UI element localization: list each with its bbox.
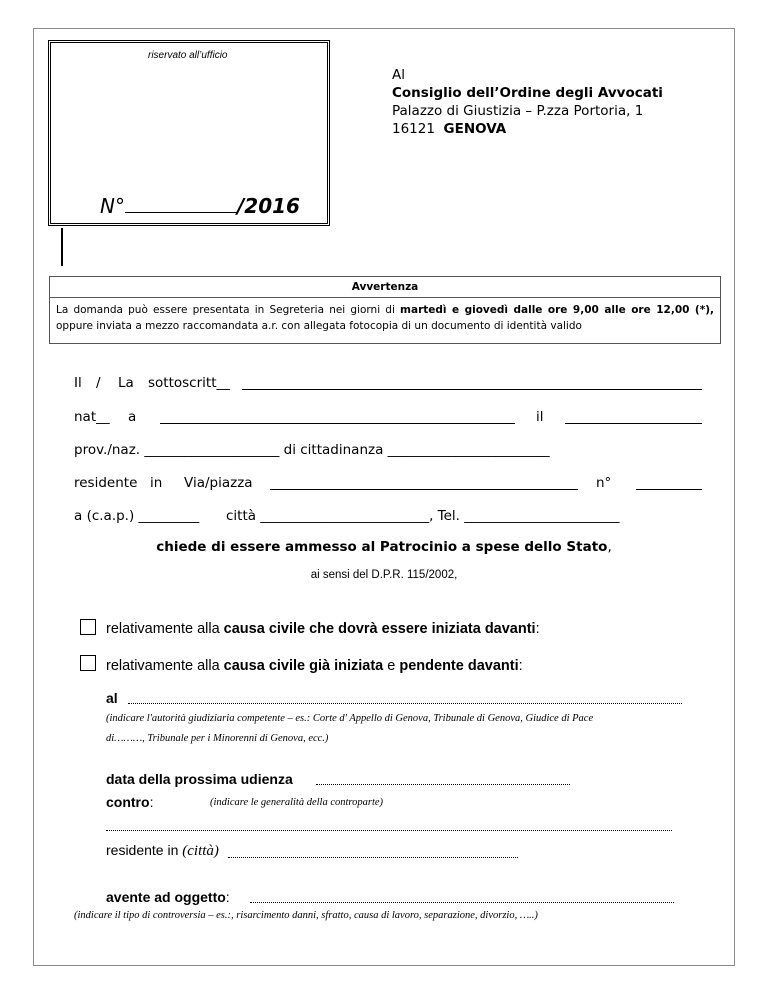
address-cap: 16121 [392, 121, 435, 137]
notice-title: Avvertenza [351, 281, 419, 293]
request-title [0, 539, 768, 555]
label-next-hearing-text: data della prossima udienza [106, 771, 293, 787]
opt1-bold: causa civile che dovrà essere iniziata davanti [223, 621, 536, 637]
label-residente: residente [74, 475, 138, 491]
city-phone-field[interactable]: città _________________________, Tel. _______________________ [226, 508, 620, 524]
decree-reference: ai sensi del D.P.R. 115/2002, [310, 569, 458, 581]
next-hearing-field[interactable] [316, 784, 570, 785]
contro-note: (indicare le generalità della controparte) [210, 797, 384, 808]
address-line3: Palazzo di Giustizia – P.zza Portoria, 1 [392, 103, 644, 119]
option-new-case-checkbox[interactable] [80, 619, 96, 635]
protocol-number-field[interactable] [100, 194, 300, 218]
opt2-bold2: pendente davanti [399, 658, 519, 674]
address-line1: Al [392, 67, 405, 83]
street-field[interactable] [270, 489, 578, 490]
subject-field[interactable] [250, 902, 674, 903]
label-in: in [150, 475, 163, 491]
notice-text-part: La domanda può essere presentata in Segreteria nei giorni di [56, 304, 401, 316]
label-al [106, 690, 118, 706]
street-number-field[interactable] [636, 489, 702, 490]
court-note-1: (indicare l'autorità giudiziaria competente – es.: Corte d' Appello di Genova, Tribunale di Genova, Giudice di Pace [106, 713, 594, 724]
label-oggetto [106, 889, 230, 905]
address-line4 [392, 120, 663, 138]
vertical-rule [61, 228, 63, 266]
notice-text-part: oppure inviata a mezzo raccomandata a.r. con allegata fotocopia di un documento di identità valido [56, 320, 582, 332]
opt2-bold1: causa civile già iniziata [223, 658, 384, 674]
label-il-date: il [536, 409, 544, 425]
counterparty-field[interactable] [106, 830, 672, 831]
label-la: La [118, 375, 134, 391]
label-next-hearing [106, 771, 293, 787]
label-residente-in [106, 842, 219, 860]
address-city: GENOVA [443, 121, 507, 137]
label-contro-colon: : [149, 794, 154, 810]
option-new-case-label [106, 621, 540, 637]
subject-note: (indicare il tipo di controversia – es.:, risarcimento danni, sfratto, causa di lavoro, separazione, divorzio, …..) [74, 910, 538, 921]
notice-divider [50, 297, 720, 298]
court-field[interactable] [128, 703, 682, 704]
address-line2: Consiglio dell’Ordine degli Avvocati [392, 85, 663, 101]
label-slash: / [96, 375, 101, 391]
request-title-comma: , [607, 539, 612, 555]
notice-text [56, 302, 714, 334]
label-al-text: al [106, 690, 118, 706]
opt1-suffix: : [535, 621, 540, 637]
notice-box [49, 276, 721, 344]
opt2-prefix: relativamente alla [106, 658, 224, 674]
protocol-prefix: N° [100, 194, 125, 218]
recipient-address [392, 66, 663, 138]
opt1-prefix: relativamente alla [106, 621, 224, 637]
court-note-2: di………, Tribunale per i Minorenni di Genova, ecc.) [106, 733, 329, 744]
option-pending-case-label [106, 658, 523, 674]
birthplace-field[interactable] [160, 423, 515, 424]
label-city-italic: (città) [182, 843, 219, 859]
label-residente-in-text: residente in [106, 842, 183, 858]
request-title-text: chiede di essere ammesso al Patrocinio a spese dello Stato [156, 539, 608, 555]
label-number: n° [596, 475, 612, 491]
label-contro-text: contro [106, 794, 150, 810]
prov-citizenship-row[interactable]: prov./naz. ____________________ di cittadinanza ________________________ [74, 442, 550, 458]
opt2-suffix: : [518, 658, 523, 674]
label-via: Via/piazza [184, 475, 253, 491]
notice-text-bold: martedì e giovedì dalle ore 9,00 alle ore 12,00 (*), [400, 304, 714, 316]
office-reserved-label: riservato all’ufficio [148, 50, 228, 61]
label-oggetto-colon: : [225, 889, 230, 905]
protocol-year: /2016 [236, 194, 300, 218]
birthdate-field[interactable] [565, 423, 702, 424]
label-oggetto-text: avente ad oggetto [106, 889, 226, 905]
label-il: Il [74, 375, 82, 391]
option-pending-case-checkbox[interactable] [80, 655, 96, 671]
label-nat: nat__ [74, 409, 110, 425]
protocol-blank[interactable] [125, 194, 237, 213]
label-sottoscritt: sottoscritt__ [148, 375, 230, 391]
name-field[interactable] [242, 389, 702, 390]
counterparty-city-field[interactable] [228, 857, 518, 858]
opt2-mid: e [383, 658, 400, 674]
label-contro [106, 794, 153, 810]
cap-field[interactable]: a (c.a.p.) _________ [74, 508, 200, 524]
label-a: a [128, 409, 137, 425]
